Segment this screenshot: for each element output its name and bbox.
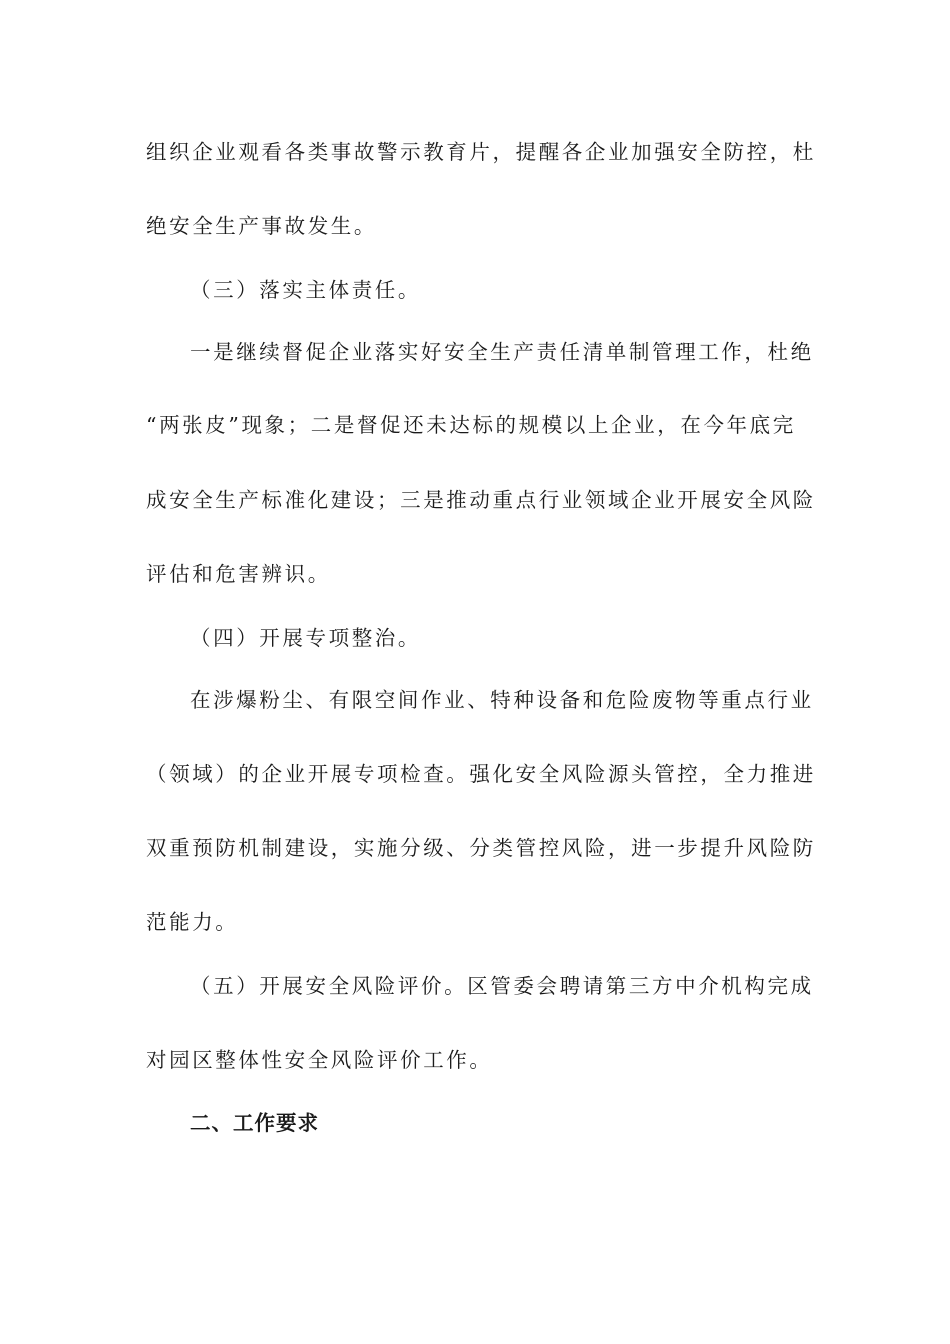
paragraph-line: （领域）的企业开展专项检查。强化安全风险源头管控，全力推进 [146, 762, 816, 786]
paragraph-line: 评估和危害辨识。 [146, 562, 331, 586]
section-heading-3: （三）落实主体责任。 [190, 278, 421, 302]
paragraph-line: “两张皮”现象；二是督促还未达标的规模以上企业，在今年底完 [146, 413, 796, 437]
section-heading-5: （五）开展安全风险评价。区管委会聘请第三方中介机构完成 [190, 974, 814, 998]
paragraph-line: 双重预防机制建设，实施分级、分类管控风险，进一步提升风险防 [146, 836, 816, 860]
paragraph-line: 成安全生产标准化建设；三是推动重点行业领域企业开展安全风险 [146, 488, 816, 512]
paragraph-line: 范能力。 [146, 910, 239, 934]
paragraph-line: 组织企业观看各类事故警示教育片，提醒各企业加强安全防控，杜 [146, 140, 816, 164]
paragraph-line: 在涉爆粉尘、有限空间作业、特种设备和危险废物等重点行业 [190, 688, 814, 712]
chapter-heading: 二、工作要求 [190, 1111, 319, 1135]
paragraph-line: 对园区整体性安全风险评价工作。 [146, 1048, 493, 1072]
paragraph-line: 一是继续督促企业落实好安全生产责任清单制管理工作，杜绝 [190, 340, 814, 364]
section-heading-4: （四）开展专项整治。 [190, 626, 421, 650]
paragraph-line: 绝安全生产事故发生。 [146, 214, 377, 238]
